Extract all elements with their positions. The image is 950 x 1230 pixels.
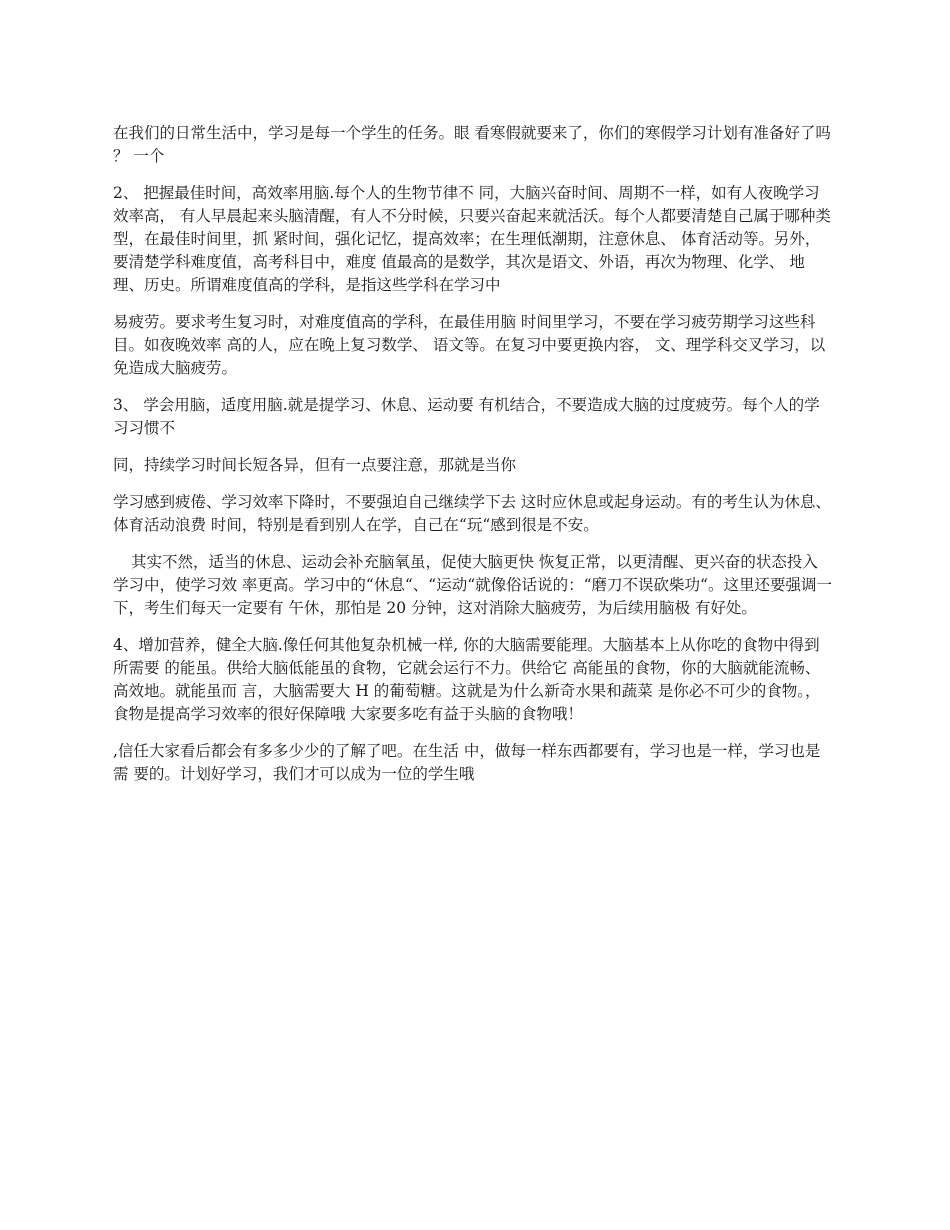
paragraph-point-2-continued: 易疲劳。要求考生复习时，对难度值高的学科，在最佳用脑 时间里学习，不要在学习疲劳期学习这些科目。如夜晚效率 高的人，应在晚上复习数学、 语文等。在复习中要更换内容， 文、理学科交叉学习，以免造成大脑疲劳。	[113, 313, 826, 377]
paragraph-point-2: 2、 把握最佳时间，高效率用脑.每个人的生物节律不 同，大脑兴奋时间、周期不一样，如有人夜晚学习效率高， 有人早晨起来头脑清醒，有人不分时候，只要兴奋起来就活沃。每个人都要清楚自己属于哪种类型，在最佳时间里，抓 紧时间，强化记忆，提高效率；在生理低潮期，注意休息、 体育活动等。另外，要清楚学科难度值，高考科目中，难度 值最高的是数学，其次是语文、外语，再次为物理、化学、 地理、历史。所谓难度值高的学科，是指这些学科在学习中	[113, 184, 831, 294]
paragraph-rest-benefit: 其实不然，适当的休息、运动会补充脑氧虽，促使大脑更快 恢复正常，以更清醒、更兴奋的状态投入学习中，使学习效 率更高。学习中的“休息“、“运动“就像俗话说的：“磨刀不误砍柴功“。这里还要强调一下，考生们每天一定要有 午休，那怕是 20 分钟，这对消除大脑疲劳，为后续用脑极 有好处。	[113, 553, 832, 617]
paragraph-point-3-line: 同，持续学习时间长短各异，但有一点要注意，那就是当你	[113, 456, 517, 474]
paragraph-intro: 在我们的日常生活中，学习是每一个学生的任务。眼 看寒假就要来了，你们的寒假学习计划有准备好了吗 ？ 一个	[113, 124, 831, 165]
paragraph-point-4: 4、增加营养，健全大脑.像任何其他复杂机械一样, 你的大脑需要能理。大脑基本上从你吃的食物中得到所需要 的能虽。供给大脑低能虽的食物，它就会运行不力。供给它 高能虽的食物，你的大脑就能流畅、高效地。就能虽而 言，大脑需要大 H 的葡萄糖。这就是为什么新奇水果和蔬菜 是你必不可少的食物。，食物是提高学习效率的很好保障哦 大家要多吃有益于头脑的食物哦！	[113, 636, 821, 723]
paragraph-conclusion: ,信任大家看后都会有多多少少的了解了吧。在生活 中，做每一样东西都要有，学习也是一样，学习也是需 要的。计划好学习，我们才可以成为一位的学生哦	[113, 742, 821, 783]
paragraph-point-3-continued: 学习感到疲倦、学习效率下降时，不要强迫自己继续学下去 这时应休息或起身运动。有的考生认为休息、体育活动浪费 时间，特别是看到别人在学，自己在“玩“感到很是不安。	[113, 493, 831, 534]
document-body	[113, 122, 833, 800]
paragraph-point-3: 3、 学会用脑，适度用脑.就是提学习、休息、运动要 有机结合，不要造成大脑的过度疲劳。每个人的学习习惯不	[113, 396, 820, 437]
